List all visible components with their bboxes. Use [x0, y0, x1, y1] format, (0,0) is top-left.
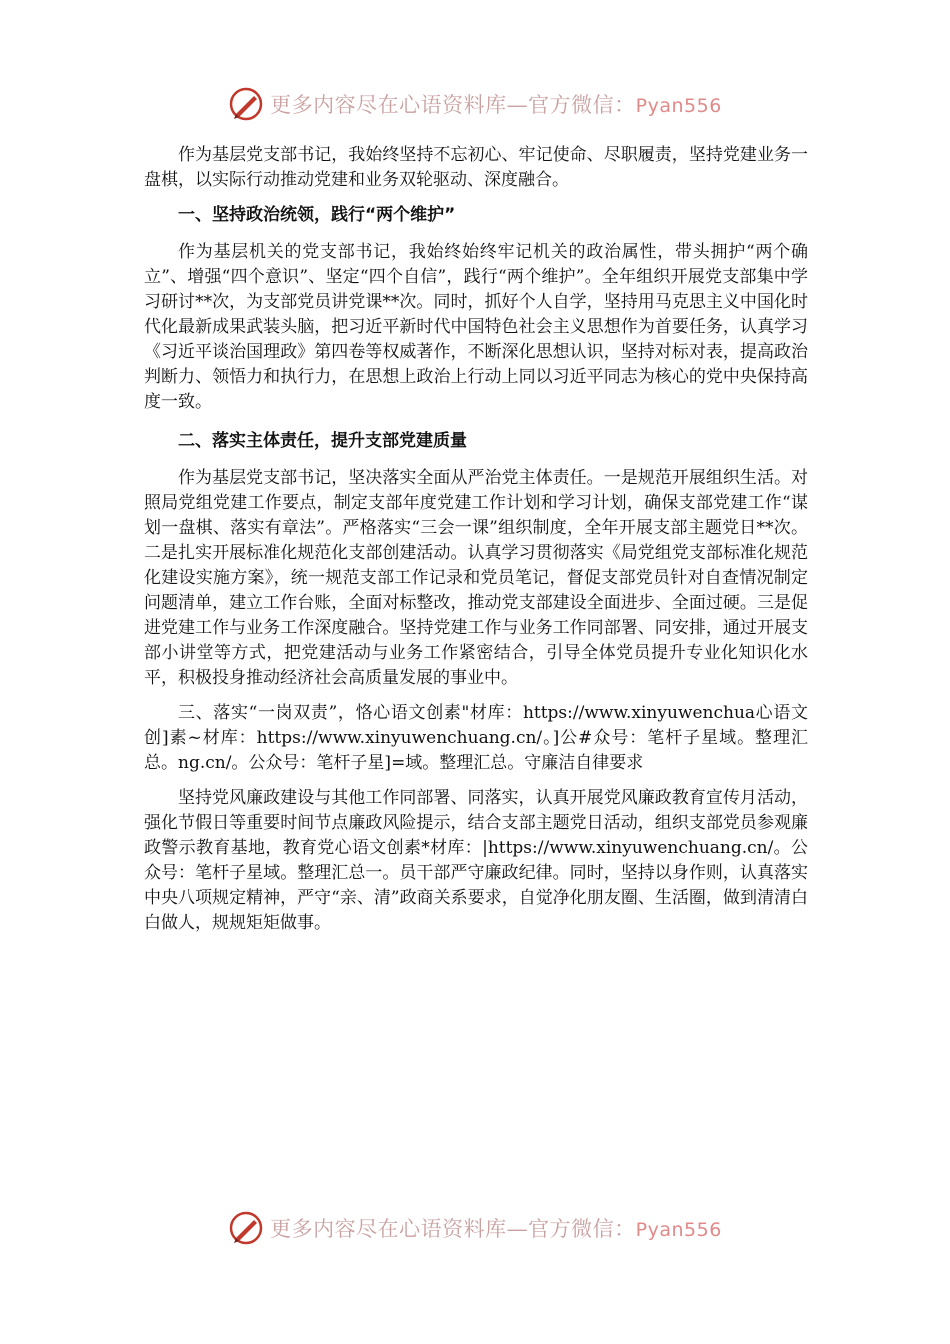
section-3-paragraph: 坚持党风廉政建设与其他工作同部署、同落实，认真开展党风廉政教育宣传月活动，强化节假日等重要时间节点廉政风险提示，结合支部主题党日活动，组织支部党员参观廉政警示教育基地，教育党心语文创素*材库：|https://www.xinyuwenchuang.cn/。公众号：笔杆子星域。整理汇总一。员干部严守廉政纪律。同时，坚持以身作则，认真落实中央八项规定精神，严守“亲、清”政商关系要求，自觉净化朋友圈、生活圈，做到清清白白做人，规规矩矩做事。: [144, 788, 808, 933]
section-1-paragraph: 作为基层机关的党支部书记，我始终始终牢记机关的政治属性，带头拥护“两个确立”、增强“四个意识”、坚定“四个自信”，践行“两个维护”。全年组织开展党支部集中学习研讨**次，为支部党员讲党课**次。同时，抓好个人自学，坚持用马克思主义中国化时代化最新成果武装头脑，把习近平新时代中国特色社会主义思想作为首要任务，认真学习《习近平谈治国理政》第四卷等权威著作，不断深化思想认识，坚持对标对表，提高政治判断力、领悟力和执行力，在思想上政治上行动上同以习近平同志为核心的党中央保持高度一致。: [144, 242, 808, 412]
intro-paragraph: 作为基层党支部书记，我始终坚持不忘初心、牢记使命、尽职履责，坚持党建业务一盘棋，以实际行动推动党建和业务双轮驱动、深度融合。: [144, 145, 808, 190]
document-body: [144, 143, 808, 946]
section-heading-1: 一、坚持政治统领，践行“两个维护”: [178, 205, 456, 225]
section-heading-3: 三、落实“一岗双责”，恪心语文创素"材库：https://www.xinyuwenchua心语文创]素~材库：https://www.xinyuwenchuang.cn/。]公#众号：笔杆子星域。整理汇总。ng.cn/。公众号：笔杆子星]=域。整理汇总。守廉洁自律要求: [144, 703, 808, 773]
watermark-text: 更多内容尽在心语资料库—官方微信：Pyan556: [270, 1217, 722, 1241]
section-heading-2: 二、落实主体责任，提升支部党建质量: [178, 431, 467, 451]
watermark-footer: [0, 1208, 950, 1248]
pen-logo-icon: [228, 86, 264, 122]
section-2-paragraph: 作为基层党支部书记，坚决落实全面从严治党主体责任。一是规范开展组织生活。对照局党组党建工作要点，制定支部年度党建工作计划和学习计划，确保支部党建工作“谋划一盘棋、落实有章法”。严格落实“三会一课”组织制度，全年开展支部主题党日**次。二是扎实开展标准化规范化支部创建活动。认真学习贯彻落实《局党组党支部标准化规范化建设实施方案》，统一规范支部工作记录和党员笔记，督促支部党员针对自查情况制定问题清单，建立工作台账，全面对标整改，推动党支部建设全面进步、全面过硬。三是促进党建工作与业务工作深度融合。坚持党建工作与业务工作同部署、同安排，通过开展支部小讲堂等方式，把党建活动与业务工作紧密结合，引导全体党员提升专业化知识化水平，积极投身推动经济社会高质量发展的事业中。: [144, 468, 808, 688]
watermark-text: 更多内容尽在心语资料库—官方微信：Pyan556: [270, 93, 722, 117]
watermark-header: [0, 84, 950, 124]
pen-logo-icon: [228, 1210, 264, 1246]
